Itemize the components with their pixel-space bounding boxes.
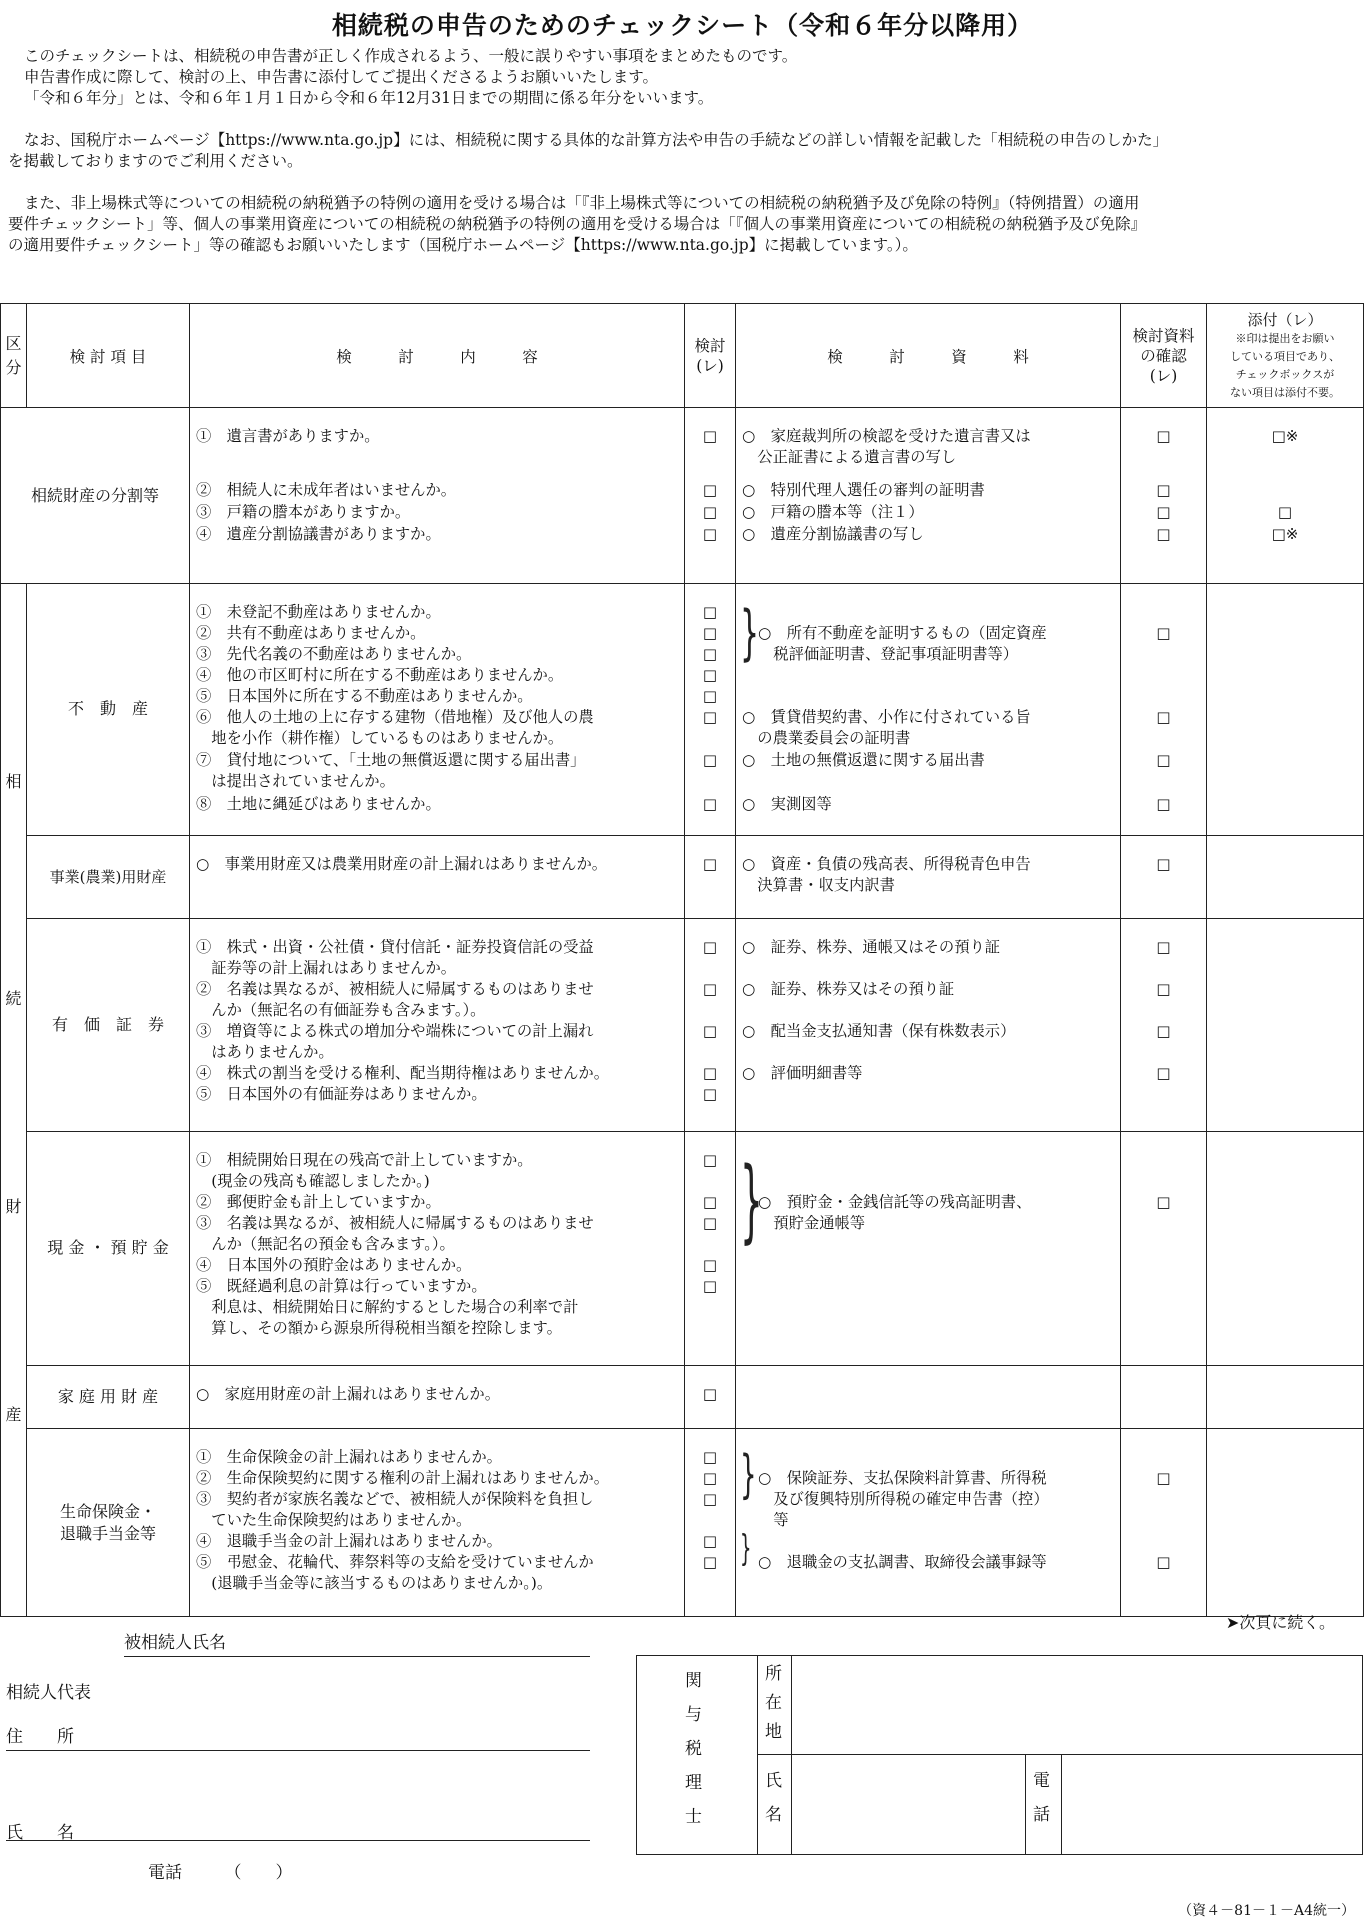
material-realestate: } ○ 所有不動産を証明するもの（固定資産 税評価証明書、登記事項証明書等） ○ 賃貸借契約書、小作に付されている旨 の農業委員会の証明書 ○ 土地の無償返還に関する届出書 ○ 実測図等 — [736, 584, 1121, 836]
header-item: 検 討 項 目 — [27, 304, 190, 408]
confirm-securities[interactable]: □ □ □ □ — [1121, 918, 1207, 1131]
decedent-name-label: 被相続人氏名 — [124, 1633, 226, 1653]
attach-business — [1207, 835, 1364, 918]
intro-text — [8, 46, 1353, 256]
check-securities[interactable]: □ □ □ □ □ — [685, 918, 736, 1131]
material-securities: ○ 証券、株券、通帳又はその預り証 ○ 証券、株券又はその預り証 ○ 配当金支払通知書（保有株数表示） ○ 評価明細書等 — [736, 918, 1121, 1131]
phone-label: 電話 （ ） — [148, 1863, 293, 1883]
row-cash — [1, 1131, 1364, 1366]
brace-icon: } — [740, 1528, 752, 1570]
checklist-table — [0, 303, 1364, 1617]
content-securities: ① 株式・出資・公社債・貸付信託・証券投資信託の受益 証券等の計上漏れはありませんか。 ② 名義は異なるが、被相続人に帰属するものはありませ んか（無記名の有価証券も含みます。）。 ③ 増資等による株式の増加分や端株についての計上漏れ はありませんか。 ④ 株式の割当を受ける権利、配当期待権はありませんか。 ⑤ 日本国外の有価証券はありませんか。 — [190, 918, 685, 1131]
material-division: ○ 家庭裁判所の検認を受けた遺言書又は 公正証書による遺言書の写し ○ 特別代理人選任の審判の証明書 ○ 戸籍の謄本等（注１） ○ 遺産分割協議書の写し — [736, 408, 1121, 584]
intro-line: を掲載しておりますのでご利用ください。 — [8, 152, 303, 170]
row-business — [1, 835, 1364, 918]
material-cash: } ○ 預貯金・金銭信託等の残高証明書、 預貯金通帳等 — [736, 1131, 1121, 1366]
content-insurance: ① 生命保険金の計上漏れはありませんか。 ② 生命保険契約に関する権利の計上漏れはありませんか。 ③ 契約者が家族名義などで、被相続人が保険料を負担し ていた生命保険契約はありませんか。 ④ 退職手当金の計上漏れはありませんか。 ⑤ 弔慰金、花輪代、葬祭料等の支給を受けていませんか (退職手当金等に該当するものはありませんか。)。 — [190, 1429, 685, 1617]
tax-accountant-label: 関 与 税 理 士 — [685, 1671, 702, 1827]
item-insurance-label: 生命保険金・ 退職手当金等 — [27, 1429, 190, 1617]
confirm-cash[interactable]: □ — [1121, 1131, 1207, 1366]
check-cash[interactable]: □ □ □ □ □ — [685, 1131, 736, 1366]
content-business: ○ 事業用財産又は農業用財産の計上漏れはありませんか。 — [190, 835, 685, 918]
confirm-household — [1121, 1366, 1207, 1429]
intro-line: 要件チェックシート」等、個人の事業用資産についての相続税の納税猶予の特例の適用を受ける場合は「『個人の事業用資産についての相続税の納税猶予及び免除』 — [8, 215, 1147, 233]
material-household — [736, 1366, 1121, 1429]
row-division — [1, 408, 1364, 584]
item-household-label: 家 庭 用 財 産 — [27, 1366, 190, 1429]
brace-icon: } — [740, 598, 760, 668]
content-cash: ① 相続開始日現在の残高で計上していますか。 (現金の残高も確認しましたか。) ② 郵便貯金も計上していますか。 ③ 名義は異なるが、被相続人に帰属するものはありませ んか（無記名の預金も含みます。）。 ④ 日本国外の預貯金はありませんか。 ⑤ 既経過利息の計算は行っていますか。 利息は、相続開始日に解約するとした場合の利率で計 算し、その額から源泉所得税相当額を控除します。 — [190, 1131, 685, 1366]
intro-line: の適用要件チェックシート」等の確認もお願いいたします（国税庁ホームページ【https://www.nta.go.jp】に掲載しています。）。 — [8, 236, 918, 254]
page-title: 相続税の申告のためのチェックシート（令和６年分以降用） — [331, 11, 1034, 40]
footer-code: （資４－81－１－A4統一） — [1178, 1903, 1355, 1919]
intro-line: 申告書作成に際して、検討の上、申告書に添付してご提出くださるようお願いいたします。 — [24, 68, 658, 86]
tax-accountant-box — [636, 1655, 1363, 1855]
rep-label: 相続人代表 — [6, 1683, 91, 1703]
signature-area — [0, 1610, 1365, 1920]
name-label: 氏 名 — [6, 1823, 74, 1843]
row-realestate — [1, 584, 1364, 836]
confirm-division[interactable]: □ □ □ □ — [1121, 408, 1207, 584]
continue-note: ➤次頁に続く。 — [1225, 1613, 1335, 1632]
content-division: ① 遺言書がありますか。 ② 相続人に未成年者はいませんか。 ③ 戸籍の謄本がありますか。 ④ 遺産分割協議書がありますか。 — [190, 408, 685, 584]
item-division-label: 相続財産の分割等 — [1, 408, 190, 584]
location-label: 所 在 地 — [765, 1664, 782, 1742]
brace-icon: } — [740, 1147, 763, 1253]
attach-division[interactable]: □※ □ □※ — [1207, 408, 1364, 584]
item-business-label: 事業(農業)用財産 — [27, 835, 190, 918]
intro-line: 「令和６年分」とは、令和６年１月１日から令和６年12月31日までの期間に係る年分をいいます。 — [24, 89, 714, 107]
attach-securities — [1207, 918, 1364, 1131]
row-household — [1, 1366, 1364, 1429]
content-household: ○ 家庭用財産の計上漏れはありませんか。 — [190, 1366, 685, 1429]
item-realestate-label: 不 動 産 — [27, 584, 190, 836]
header-check: 検討 (レ) — [685, 304, 736, 408]
check-realestate[interactable]: □ □ □ □ □ □ □ □ — [685, 584, 736, 836]
confirm-insurance[interactable]: □ □ — [1121, 1429, 1207, 1617]
material-insurance: } ○ 保険証券、支払保険料計算書、所得税 及び復興特別所得税の確定申告書（控） 等 } ○ 退職金の支払調書、取締役会議事録等 — [736, 1429, 1121, 1617]
row-securities — [1, 918, 1364, 1131]
brace-icon: } — [740, 1445, 757, 1506]
content-realestate: ① 未登記不動産はありませんか。 ② 共有不動産はありませんか。 ③ 先代名義の不動産はありませんか。 ④ 他の市区町村に所在する不動産はありませんか。 ⑤ 日本国外に所在する不動産はありませんか。 ⑥ 他人の土地の上に存する建物（借地権）及び他人の農 地を小作（耕作権）しているものはありませんか。 ⑦ 貸付地について、「土地の無償返還に関する届出書」 は提出されていませんか。 ⑧ 土地に縄延びはありませんか。 — [190, 584, 685, 836]
tax-name-label: 氏 名 — [765, 1771, 782, 1825]
check-household[interactable]: □ — [685, 1366, 736, 1429]
check-division[interactable]: □ □ □ □ — [685, 408, 736, 584]
attach-realestate — [1207, 584, 1364, 836]
intro-line: なお、国税庁ホームページ【https://www.nta.go.jp】には、相続税に関する具体的な計算方法や申告の手続などの詳しい情報を記載した「相続税の申告のしかた」 — [24, 131, 1169, 149]
item-cash-label: 現 金 ・ 預 貯 金 — [27, 1131, 190, 1366]
header-confirm: 検討資料 の確認 (レ) — [1121, 304, 1207, 408]
sozoku-label: 相 続 財 産 — [1, 584, 27, 1617]
intro-line: このチェックシートは、相続税の申告書が正しく作成されるよう、一般に誤りやすい事項をまとめたものです。 — [24, 47, 798, 65]
check-business[interactable]: □ — [685, 835, 736, 918]
header-content: 検 討 内 容 — [190, 304, 685, 408]
attach-insurance — [1207, 1429, 1364, 1617]
confirm-business[interactable]: □ — [1121, 835, 1207, 918]
header-kubun: 区 分 — [1, 304, 27, 408]
header-row — [1, 304, 1364, 408]
attach-cash — [1207, 1131, 1364, 1366]
row-insurance — [1, 1429, 1364, 1617]
confirm-realestate[interactable]: □ □ □ □ — [1121, 584, 1207, 836]
attach-household — [1207, 1366, 1364, 1429]
item-securities-label: 有 価 証 券 — [27, 918, 190, 1131]
check-insurance[interactable]: □ □ □ □ □ — [685, 1429, 736, 1617]
header-material: 検 討 資 料 — [736, 304, 1121, 408]
intro-line: また、非上場株式等についての相続税の納税猶予の特例の適用を受ける場合は「『非上場株式等についての相続税の納税猶予及び免除の特例』（特例措置）の適用 — [24, 194, 1140, 212]
tax-phone-label: 電 話 — [1033, 1771, 1050, 1825]
header-attach: 添付（レ） ※印は提出をお願い している項目であり、 チェックボックスが ない項目は添付不要。 — [1207, 304, 1364, 408]
material-business: ○ 資産・負債の残高表、所得税青色申告 決算書・収支内訳書 — [736, 835, 1121, 918]
address-label: 住 所 — [6, 1727, 74, 1747]
